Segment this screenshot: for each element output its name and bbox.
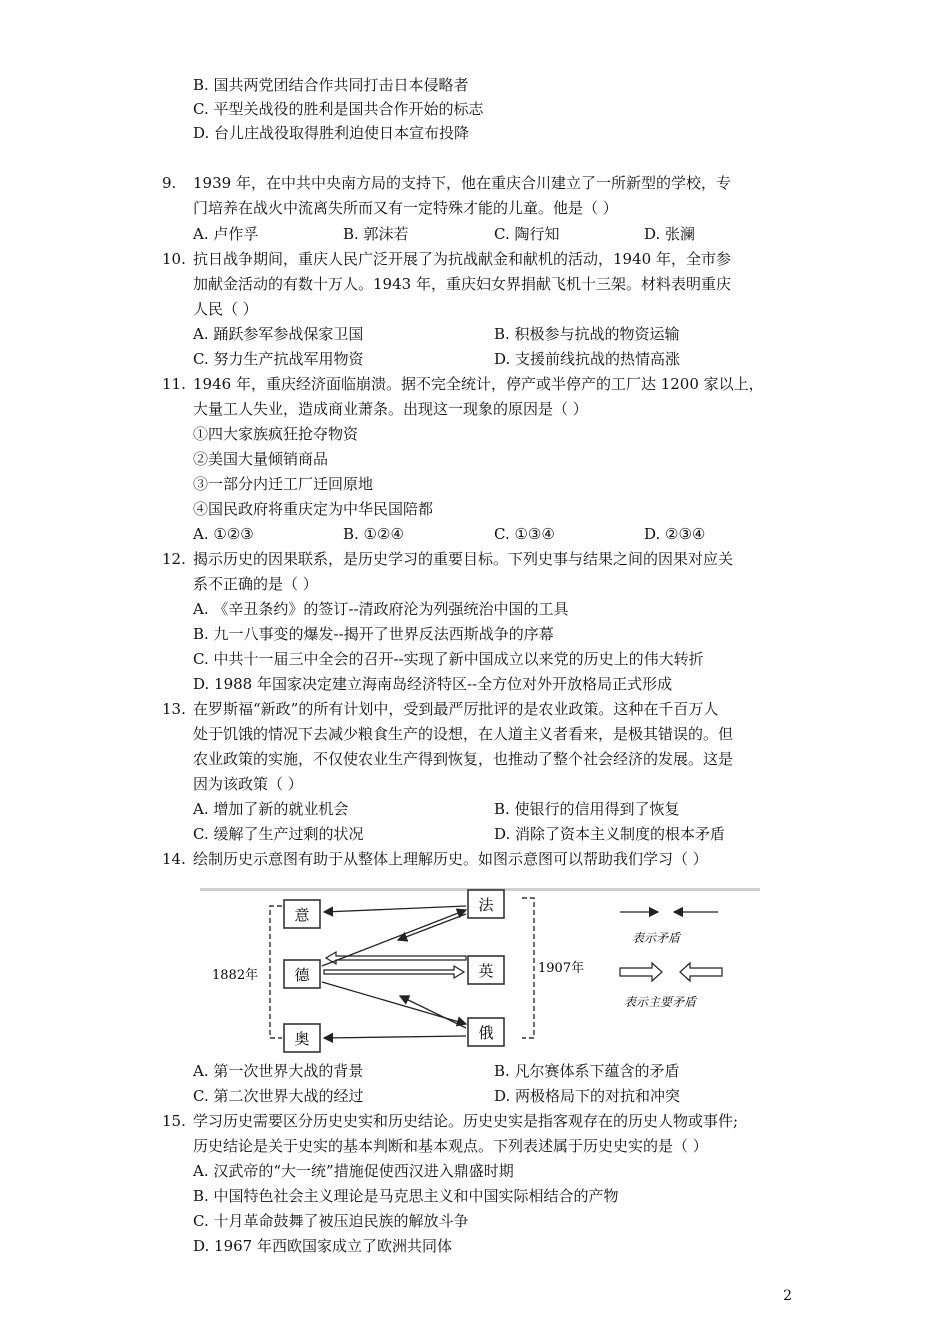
q15-option-b: B. 中国特色社会主义理论是马克思主义和中国实际相结合的产物 [193,1187,619,1205]
q12-option-d: D. 1988 年国家决定建立海南岛经济特区--全方位对外开放格局正式形成 [193,675,673,693]
q9-stem-line-1: 1939 年，在中共中央南方局的支持下，他在重庆合川建立了一所新型的学校，专 [193,174,731,192]
q8-option-c: C. 平型关战役的胜利是国共合作开始的标志 [193,100,484,118]
arrow-france-italy [324,906,466,912]
legend-main-conflict-label: 表示主要矛盾 [624,995,697,1009]
q10-option-c: C. 努力生产抗战军用物资 [193,350,364,368]
q14-option-c: C. 第二次世界大战的经过 [193,1087,364,1105]
main-arrow-germany-britain [324,966,464,978]
q11-option-c: C. ①③④ [494,525,555,543]
q15-stem-line-1: 学习历史需要区分历史史实和历史结论。历史史实是指客观存在的历史人物或事件; [193,1112,739,1130]
country-label-germany: 德 [294,966,310,984]
country-label-britain: 英 [478,962,494,980]
q9-option-a: A. 卢作孚 [193,225,259,243]
q14-option-a: A. 第一次世界大战的背景 [193,1062,364,1080]
legend-double-arrow-right [620,963,662,981]
q10-option-d: D. 支援前线抗战的热情高涨 [494,350,681,368]
main-arrow-britain-germany [326,952,466,964]
arrow-france-germany-down [398,914,466,940]
q13-stem-line-3: 农业政策的实施，不仅使农业生产得到恢复，也推动了整个社会经济的发展。这是 [193,750,734,768]
q10-stem-line-3: 人民（ ） [193,300,258,318]
country-label-russia: 俄 [478,1024,494,1042]
q11-item-4: ④国民政府将重庆定为中华民国陪都 [193,500,434,518]
q12-stem-line-1: 揭示历史的因果联系，是历史学习的重要目标。下列史事与结果之间的因果对应关 [193,550,734,568]
arrow-russia-germany-up [400,996,466,1028]
q12-option-a: A. 《辛丑条约》的签订--清政府沦为列强统治中国的工具 [193,600,569,618]
q15-number: 15. [162,1112,186,1130]
q11-option-a: A. ①②③ [193,525,254,543]
q15-stem-line-2: 历史结论是关于史实的基本判断和基本观点。下列表述属于历史史实的是（ ） [193,1137,708,1155]
legend-conflict-label: 表示矛盾 [632,931,681,945]
q10-option-b: B. 积极参与抗战的物资运输 [494,325,680,343]
q13-option-d: D. 消除了资本主义制度的根本矛盾 [494,825,726,843]
q8-option-b: B. 国共两党团结合作共同打击日本侵略者 [193,76,469,94]
q13-stem-line-4: 因为该政策（ ） [193,775,303,793]
q11-item-1: ①四大家族疯狂抢夺物资 [193,425,359,443]
q11-number: 11. [162,375,186,393]
q15-option-a: A. 汉武帝的“大一统”措施促使西汉进入鼎盛时期 [193,1162,514,1180]
q9-option-b: B. 郭沫若 [343,225,409,243]
country-label-italy: 意 [294,906,310,924]
q9-number: 9. [162,174,177,192]
q14-number: 14. [162,850,186,868]
q11-stem-line-2: 大量工人失业，造成商业萧条。出现这一现象的原因是（ ） [193,400,588,418]
q13-stem-line-2: 处于饥饿的情况下去减少粮食生产的设想，在人道主义者看来，是极其错误的。但 [193,725,734,743]
q14-stem-line-1: 绘制历史示意图有助于从整体上理解历史。如图示意图可以帮助我们学习（ ） [193,850,708,868]
arrow-russia-austria [324,1036,466,1038]
q10-stem-line-1: 抗日战争期间，重庆人民广泛开展了为抗战献金和献机的活动，1940 年，全市参 [193,250,731,268]
q10-stem-line-2: 加献金活动的有数十万人。1943 年，重庆妇女界捐献飞机十三架。材料表明重庆 [193,275,731,293]
q9-option-c: C. 陶行知 [494,225,560,243]
q14-option-b: B. 凡尔赛体系下蕴含的矛盾 [494,1062,680,1080]
q10-option-a: A. 踊跃参军参战保家卫国 [193,325,364,343]
q9-option-d: D. 张澜 [644,225,696,243]
q10-number: 10. [162,250,186,268]
q8-option-d: D. 台儿庄战役取得胜利迫使日本宣布投降 [193,124,470,142]
q12-number: 12. [162,550,186,568]
q11-item-2: ②美国大量倾销商品 [193,450,329,468]
q14-option-d: D. 两极格局下的对抗和冲突 [494,1087,681,1105]
q11-stem-line-1: 1946 年，重庆经济面临崩溃。据不完全统计，停产或半停产的工厂达 1200 家以上， [193,375,764,393]
q15-option-c: C. 十月革命鼓舞了被压迫民族的解放斗争 [193,1212,469,1230]
arrow-germany-france-up [322,910,466,966]
year-label-left: 1882年 [212,968,259,983]
country-label-france: 法 [478,896,494,914]
year-label-right: 1907年 [538,961,585,976]
q13-option-b: B. 使银行的信用得到了恢复 [494,800,680,818]
q12-stem-line-2: 系不正确的是（ ） [193,575,318,593]
q14-alliance-diagram [200,888,760,1058]
q12-option-b: B. 九一八事变的爆发--揭开了世界反法西斯战争的序幕 [193,625,554,643]
q11-option-d: D. ②③④ [644,525,706,543]
q11-option-b: B. ①②④ [343,525,404,543]
q15-option-d: D. 1967 年西欧国家成立了欧洲共同体 [193,1237,452,1255]
q13-option-c: C. 缓解了生产过剩的状况 [193,825,364,843]
q11-item-3: ③一部分内迁工厂迁回原地 [193,475,374,493]
q13-stem-line-1: 在罗斯福“新政”的所有计划中，受到最严厉批评的是农业政策。这种在千百万人 [193,700,719,718]
country-label-austria: 奥 [294,1030,310,1048]
legend-double-arrow-left [680,963,722,981]
q13-option-a: A. 增加了新的就业机会 [193,800,349,818]
q12-option-c: C. 中共十一届三中全会的召开--实现了新中国成立以来党的历史上的伟大转折 [193,650,704,668]
q9-stem-line-2: 门培养在战火中流离失所而又有一定特殊才能的儿童。他是（ ） [193,199,618,217]
q13-number: 13. [162,700,186,718]
page-number: 2 [783,1288,792,1304]
